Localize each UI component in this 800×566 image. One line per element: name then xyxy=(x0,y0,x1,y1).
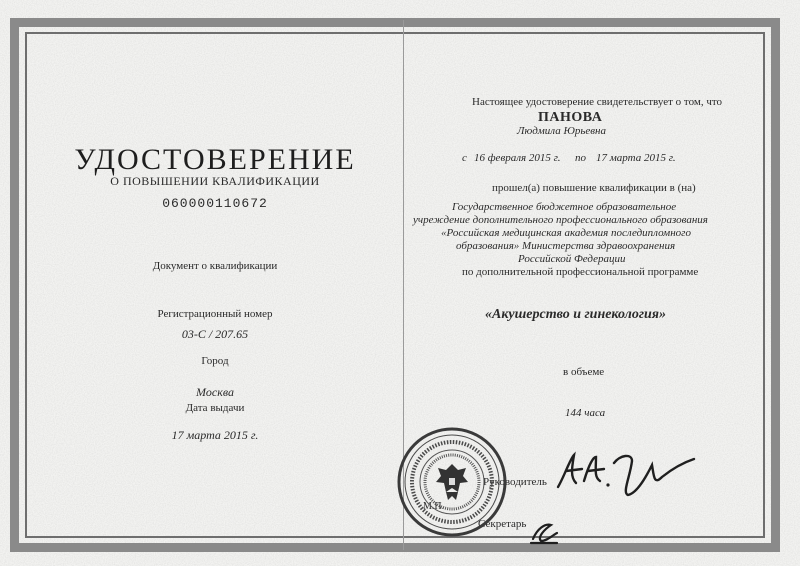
period-from-prefix: с xyxy=(462,152,467,164)
period-from: 16 февраля 2015 г. xyxy=(474,152,561,164)
certificate-subtitle: О ПОВЫШЕНИИ КВАЛИФИКАЦИИ xyxy=(110,174,320,188)
rector-signature xyxy=(550,447,700,502)
institution-line-5: Российской Федерации xyxy=(518,253,626,265)
intro-line: Настоящее удостоверение свидетельствует о том, что xyxy=(472,96,723,108)
secretary-label: Секретарь xyxy=(478,518,527,530)
volume-label: в объеме xyxy=(563,366,605,378)
institution-line-3: «Российская медицинская академия последипломного xyxy=(441,227,691,239)
issue-date: 17 марта 2015 г. xyxy=(171,428,259,442)
program-title: «Акушерство и гинекология» xyxy=(485,307,666,322)
issue-date-label: Дата выдачи xyxy=(185,402,245,414)
registration-number: 03-С / 207.65 xyxy=(181,327,249,341)
rector-label: Руководитель xyxy=(483,476,547,488)
institution-line-2: учреждение дополнительного профессионального образования xyxy=(413,214,708,226)
period-to: 17 марта 2015 г. xyxy=(596,152,676,164)
holder-surname: ПАНОВА xyxy=(538,110,603,125)
program-intro: по дополнительной профессиональной программе xyxy=(462,266,699,278)
official-stamp xyxy=(396,426,508,538)
registration-label: Регистрационный номер xyxy=(157,308,273,320)
passed-line: прошел(а) повышение квалификации в (на) xyxy=(492,182,696,194)
volume-value: 144 часа xyxy=(565,407,606,419)
serial-number: 060000110672 xyxy=(162,196,268,211)
certificate-title: УДОСТОВЕРЕНИЕ xyxy=(74,143,356,176)
city-value: Москва xyxy=(196,385,234,399)
holder-name: Людмила Юрьевна xyxy=(517,125,606,137)
secretary-signature xyxy=(523,511,563,547)
stamp-mark: М.П. xyxy=(423,501,445,512)
period-to-prefix: по xyxy=(575,152,586,164)
coat-of-arms-icon xyxy=(436,464,468,500)
document-type: Документ о квалификации xyxy=(152,260,278,272)
institution-line-1: Государственное бюджетное образовательное xyxy=(452,201,677,213)
institution-line-4: образования» Министерства здравоохранения xyxy=(456,240,676,252)
city-label: Город xyxy=(201,355,229,367)
